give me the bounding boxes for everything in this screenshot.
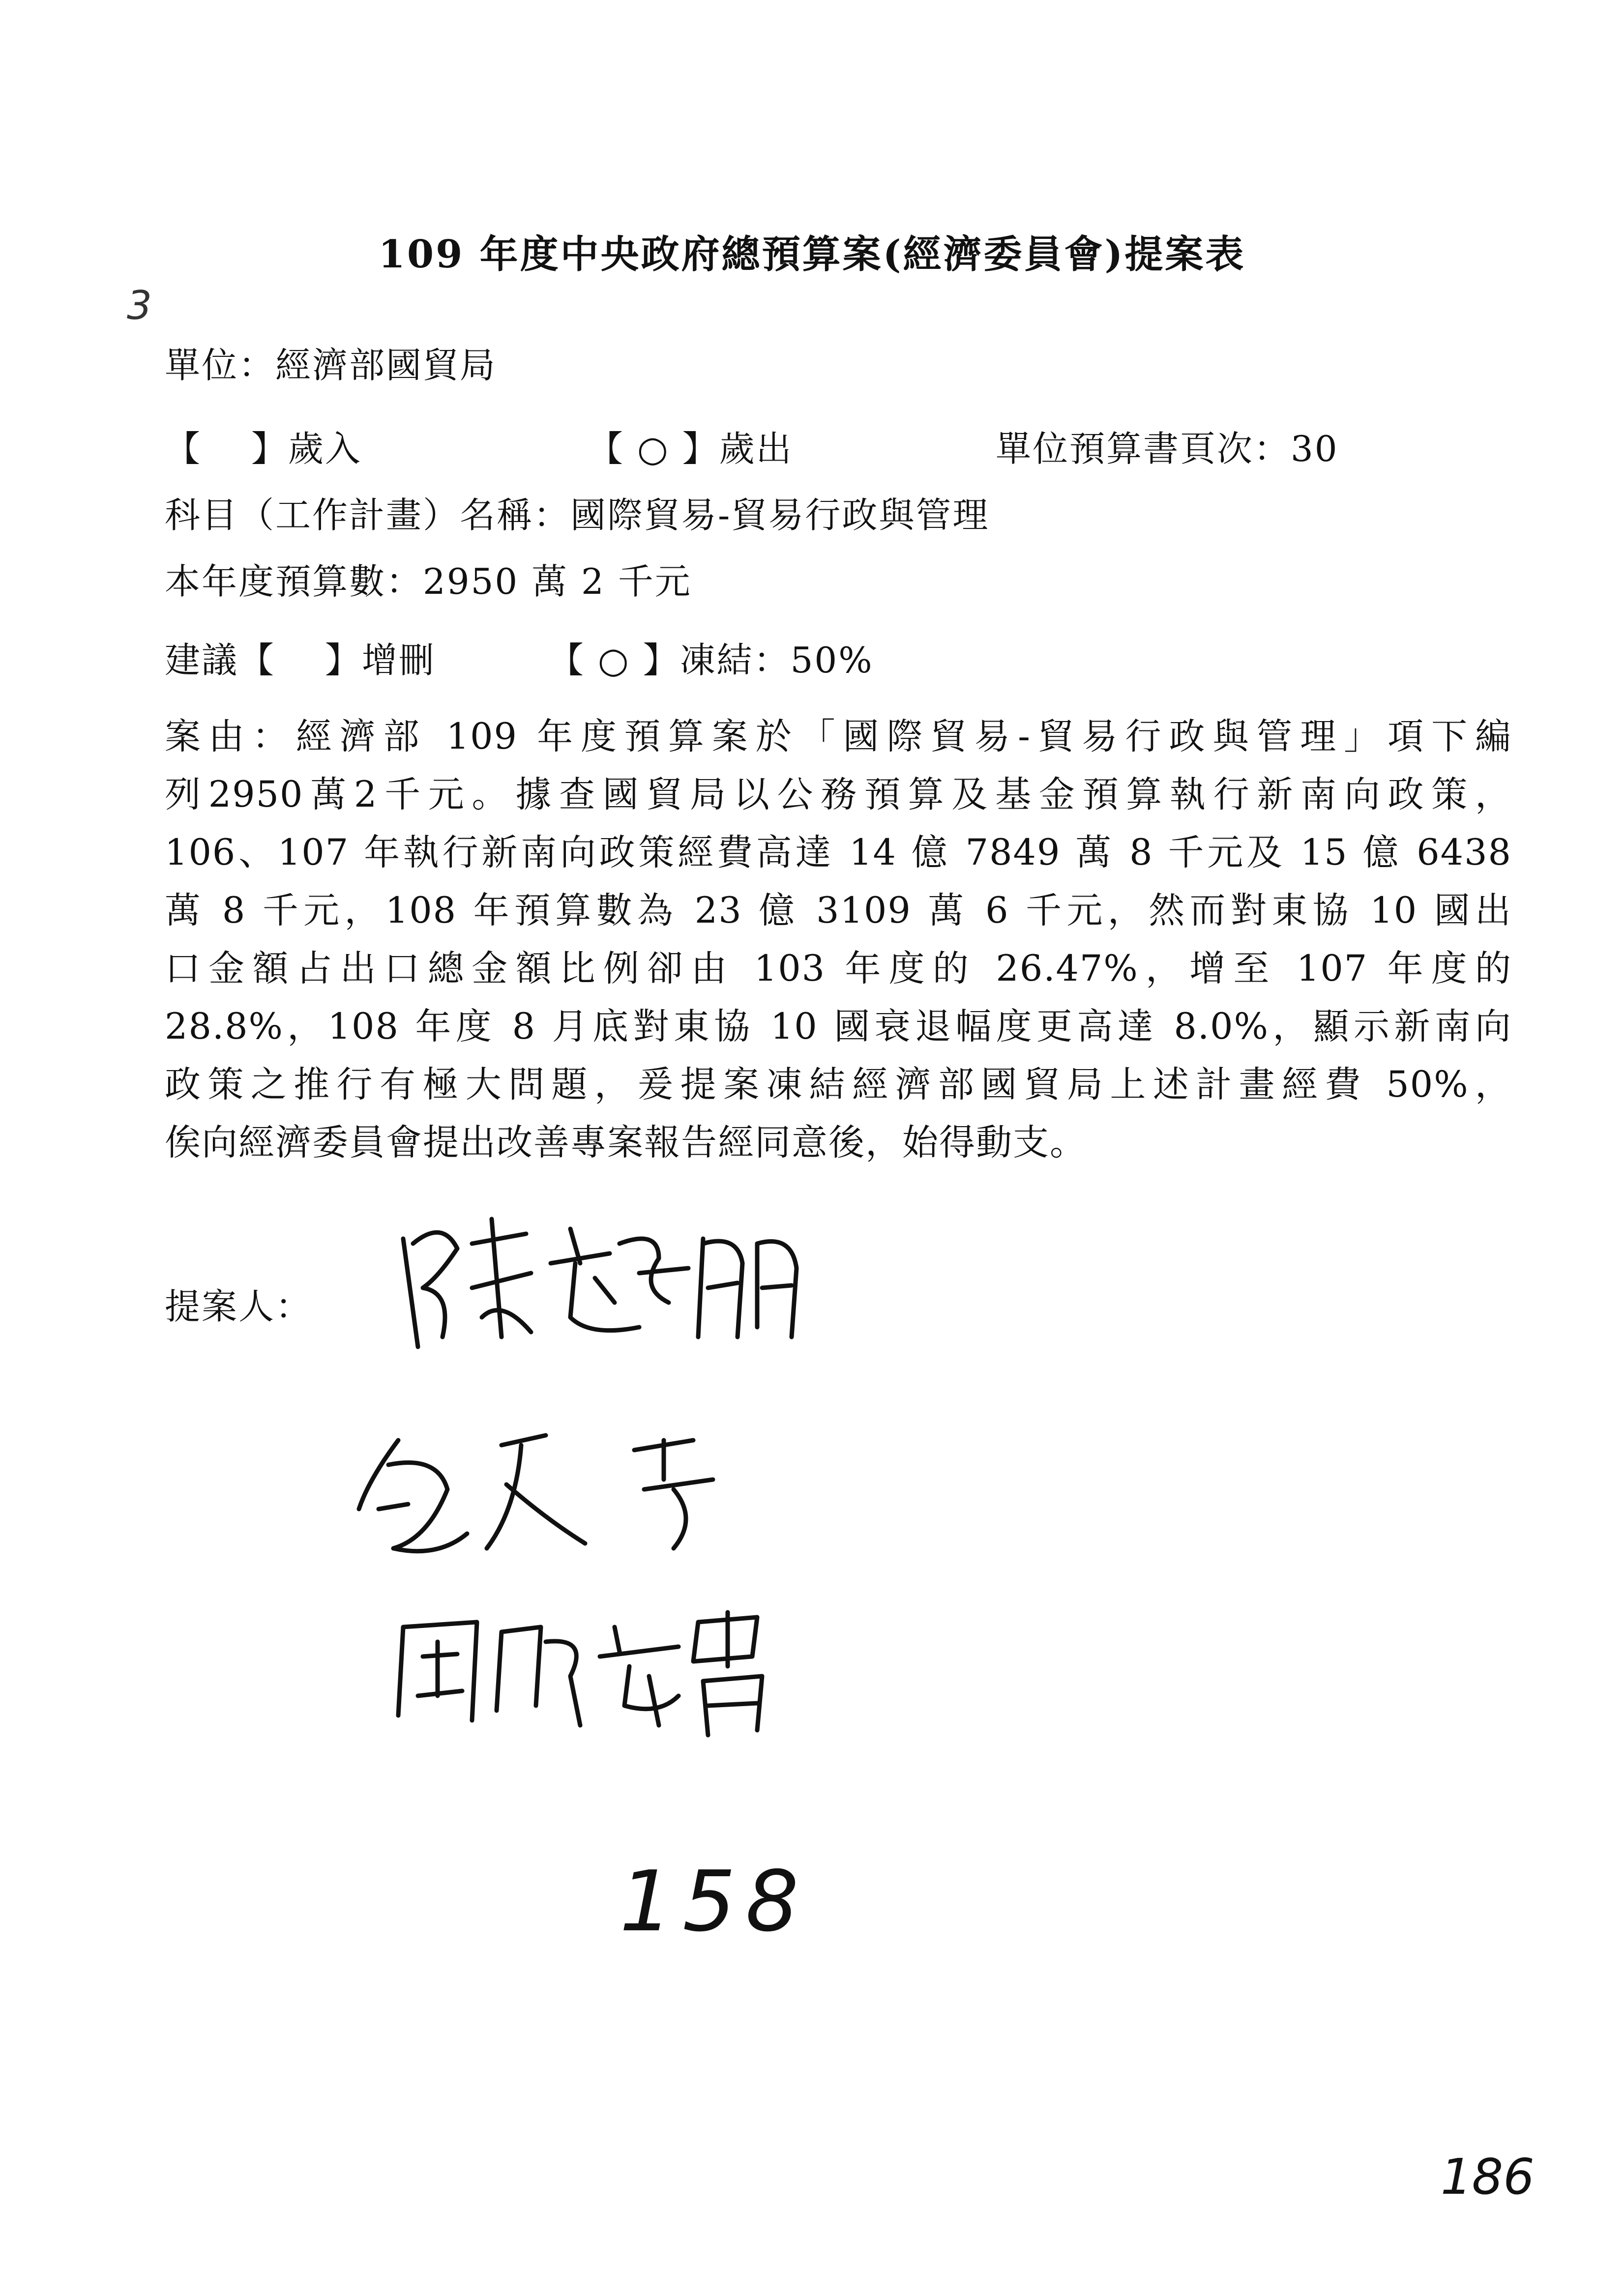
handwritten-page-number: 158 xyxy=(620,1853,809,1950)
budget-amount-line: 本年度預算數：2950 萬 2 千元 xyxy=(165,561,692,602)
signature-3 xyxy=(384,1598,826,1745)
reason-paragraph xyxy=(165,708,1512,1172)
reason-line: 口金額占出口總金額比例卻由 103 年度的 26.47%，增至 107 年度的 xyxy=(165,948,1512,989)
handwritten-margin-mark: 3 xyxy=(127,283,152,328)
expenditure-checkbox: 【 ○ 】歲出 xyxy=(588,428,793,469)
subject-line: 科目（工作計畫）名稱：國際貿易-貿易行政與管理 xyxy=(165,494,990,536)
reason-line: 106、107 年執行新南向政策經費高達 14 億 7849 萬 8 千元及 15 億 6438 xyxy=(165,832,1512,873)
reason-line: 政策之推行有極大問題，爰提案凍結經濟部國貿局上述計畫經費 50%， xyxy=(165,1064,1512,1105)
reason-line: 萬 8 千元，108 年預算數為 23 億 3109 萬 6 千元，然而對東協 10 國出 xyxy=(165,890,1512,931)
revenue-checkbox: 【 】歲入 xyxy=(165,428,362,469)
reason-line: 案由：經濟部 109 年度預算案於「國際貿易-貿易行政與管理」項下編 xyxy=(165,716,1512,757)
suggest-adjust-checkbox: 建議【 】增刪 xyxy=(165,639,436,681)
signature-1 xyxy=(384,1190,826,1366)
reason-line: 俟向經濟委員會提出改善專案報告經同意後，始得動支。 xyxy=(165,1122,1087,1163)
freeze-checkbox: 【 ○ 】凍結：50% xyxy=(548,639,874,681)
unit-line: 單位：經濟部國貿局 xyxy=(165,345,497,386)
handwritten-corner-number: 186 xyxy=(1441,2148,1535,2206)
reason-line: 列2950萬2千元。據查國貿局以公務預算及基金預算執行新南向政策， xyxy=(165,774,1512,815)
document-title: 109 年度中央政府總預算案(經濟委員會)提案表 xyxy=(378,232,1246,277)
proposer-label: 提案人： xyxy=(165,1286,313,1327)
reason-line: 28.8%，108 年度 8 月底對東協 10 國衰退幅度更高達 8.0%，顯示新南向 xyxy=(165,1006,1512,1047)
budget-page-ref: 單位預算書頁次：30 xyxy=(996,428,1339,469)
signature-2 xyxy=(339,1411,782,1568)
